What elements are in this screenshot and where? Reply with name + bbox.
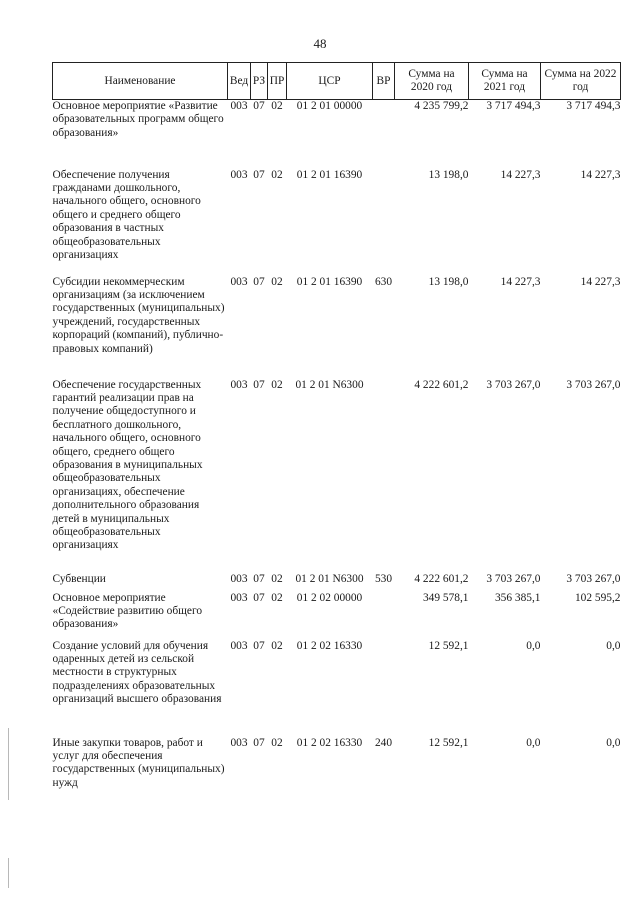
- row-ved: 003: [230, 736, 248, 749]
- table-row: [53, 276, 621, 379]
- row-rz: 07: [253, 591, 265, 604]
- table-row: [53, 573, 621, 592]
- row-vr: 630: [374, 275, 393, 288]
- row-vr: [373, 169, 395, 276]
- row-vr: [373, 379, 395, 573]
- row-rz: 07: [253, 736, 265, 749]
- page-number: 48: [313, 36, 327, 51]
- table-row: [53, 640, 621, 737]
- row-rz: 07: [253, 639, 265, 652]
- row-vr: [373, 640, 395, 737]
- row-ved: 003: [230, 378, 248, 391]
- row-rz: 07: [253, 168, 265, 181]
- row-name: Основное мероприятие «Развитие образовательных программ общего образования»: [52, 100, 224, 139]
- row-csr: 01 2 01 N6300: [295, 378, 364, 391]
- row-vr: 530: [374, 572, 393, 585]
- table-row: [53, 737, 621, 797]
- row-csr: 01 2 01 00000: [296, 100, 363, 112]
- row-ved: 003: [230, 275, 248, 288]
- row-name: Создание условий для обучения одаренных детей из сельской местности в структурных подразделениях образовательных организаций высшего образования: [52, 639, 222, 706]
- row-csr: 01 2 01 16390: [296, 168, 363, 181]
- header-ved: Вед: [228, 63, 251, 100]
- budget-table: [52, 62, 621, 797]
- row-csr: 01 2 01 N6300: [295, 572, 364, 585]
- row-sum-2020: 349 578,1: [422, 591, 469, 604]
- row-ved: 003: [230, 591, 248, 604]
- row-name: Обеспечение государственных гарантий реализации прав на получение общедоступного и бесплатного дошкольного, начального общего, основного общего, среднего общего образования в муниципальных общеобразовательных организациях, обеспечение дополнительного образования детей в муниципальных общеобразовательных организациях: [52, 378, 203, 552]
- row-sum-2022: 14 227,3: [580, 168, 621, 181]
- row-name: Обеспечение получения гражданами дошкольного, начального общего, основного общего и среднего общего образования в частных общеобразовательных организациях: [52, 168, 201, 261]
- row-sum-2020: 13 198,0: [428, 168, 469, 181]
- row-sum-2022: 14 227,3: [580, 275, 621, 288]
- scan-artifact-line: [8, 728, 9, 800]
- table-row: [53, 379, 621, 573]
- row-rz: 07: [253, 100, 265, 112]
- row-pr: 02: [271, 168, 283, 181]
- header-sum-2020: Сумма на 2020 год: [395, 63, 469, 100]
- row-pr: 02: [271, 378, 283, 391]
- row-sum-2022: 3 703 267,0: [566, 572, 621, 585]
- row-sum-2022: 0,0: [606, 639, 621, 652]
- row-sum-2020: 12 592,1: [428, 639, 469, 652]
- row-sum-2020: 4 222 601,2: [414, 572, 469, 585]
- header-pr: ПР: [268, 63, 287, 100]
- row-vr: 240: [374, 736, 393, 749]
- scan-artifact-line: [8, 858, 9, 888]
- row-pr: 02: [271, 591, 283, 604]
- header-csr: ЦСР: [287, 63, 373, 100]
- row-ved: 003: [230, 168, 248, 181]
- row-name: Иные закупки товаров, работ и услуг для обеспечения государственных (муниципальных) нужд: [52, 736, 225, 789]
- header-vr: ВР: [373, 63, 395, 100]
- row-vr: [373, 100, 395, 169]
- row-sum-2021: 0,0: [526, 639, 541, 652]
- row-pr: 02: [271, 100, 283, 112]
- row-name: Субвенции: [52, 572, 106, 585]
- row-csr: 01 2 02 16330: [296, 736, 363, 749]
- row-ved: 003: [230, 572, 248, 585]
- row-pr: 02: [271, 572, 283, 585]
- row-rz: 07: [253, 572, 265, 585]
- row-sum-2021: 3 703 267,0: [486, 378, 541, 391]
- row-ved: 003: [230, 639, 248, 652]
- row-sum-2022: 3 717 494,3: [566, 100, 621, 112]
- row-sum-2020: 12 592,1: [428, 736, 469, 749]
- row-sum-2022: 0,0: [606, 736, 621, 749]
- row-sum-2022: 102 595,2: [574, 591, 621, 604]
- header-sum-2022: Сумма на 2022 год: [541, 63, 621, 100]
- row-rz: 07: [253, 378, 265, 391]
- header-rz: РЗ: [251, 63, 268, 100]
- row-rz: 07: [253, 275, 265, 288]
- row-sum-2021: 3 703 267,0: [486, 572, 541, 585]
- row-sum-2021: 0,0: [526, 736, 541, 749]
- row-sum-2021: 3 717 494,3: [486, 100, 541, 112]
- row-name: Субсидии некоммерческим организациям (за исключением государственных (муниципальных) учреждений, государственных корпораций (компаний), публично-правовых компаний): [52, 275, 225, 355]
- table-header-row: [53, 63, 621, 100]
- row-sum-2021: 356 385,1: [494, 591, 541, 604]
- table-row: [53, 592, 621, 640]
- row-name: Основное мероприятие «Содействие развитию общего образования»: [52, 591, 203, 631]
- table-row: [53, 169, 621, 276]
- header-sum-2021: Сумма на 2021 год: [469, 63, 541, 100]
- row-pr: 02: [271, 639, 283, 652]
- row-pr: 02: [271, 736, 283, 749]
- row-csr: 01 2 02 16330: [296, 639, 363, 652]
- row-sum-2020: 4 222 601,2: [414, 378, 469, 391]
- row-csr: 01 2 02 00000: [296, 591, 363, 604]
- row-sum-2022: 3 703 267,0: [566, 378, 621, 391]
- table-row: [53, 100, 621, 169]
- row-ved: 003: [230, 100, 248, 112]
- row-vr: [373, 592, 395, 640]
- row-csr: 01 2 01 16390: [296, 275, 363, 288]
- header-name: Наименование: [53, 63, 228, 100]
- row-sum-2020: 13 198,0: [428, 275, 469, 288]
- row-sum-2020: 4 235 799,2: [414, 100, 469, 112]
- row-sum-2021: 14 227,3: [500, 168, 541, 181]
- row-sum-2021: 14 227,3: [500, 275, 541, 288]
- row-pr: 02: [271, 275, 283, 288]
